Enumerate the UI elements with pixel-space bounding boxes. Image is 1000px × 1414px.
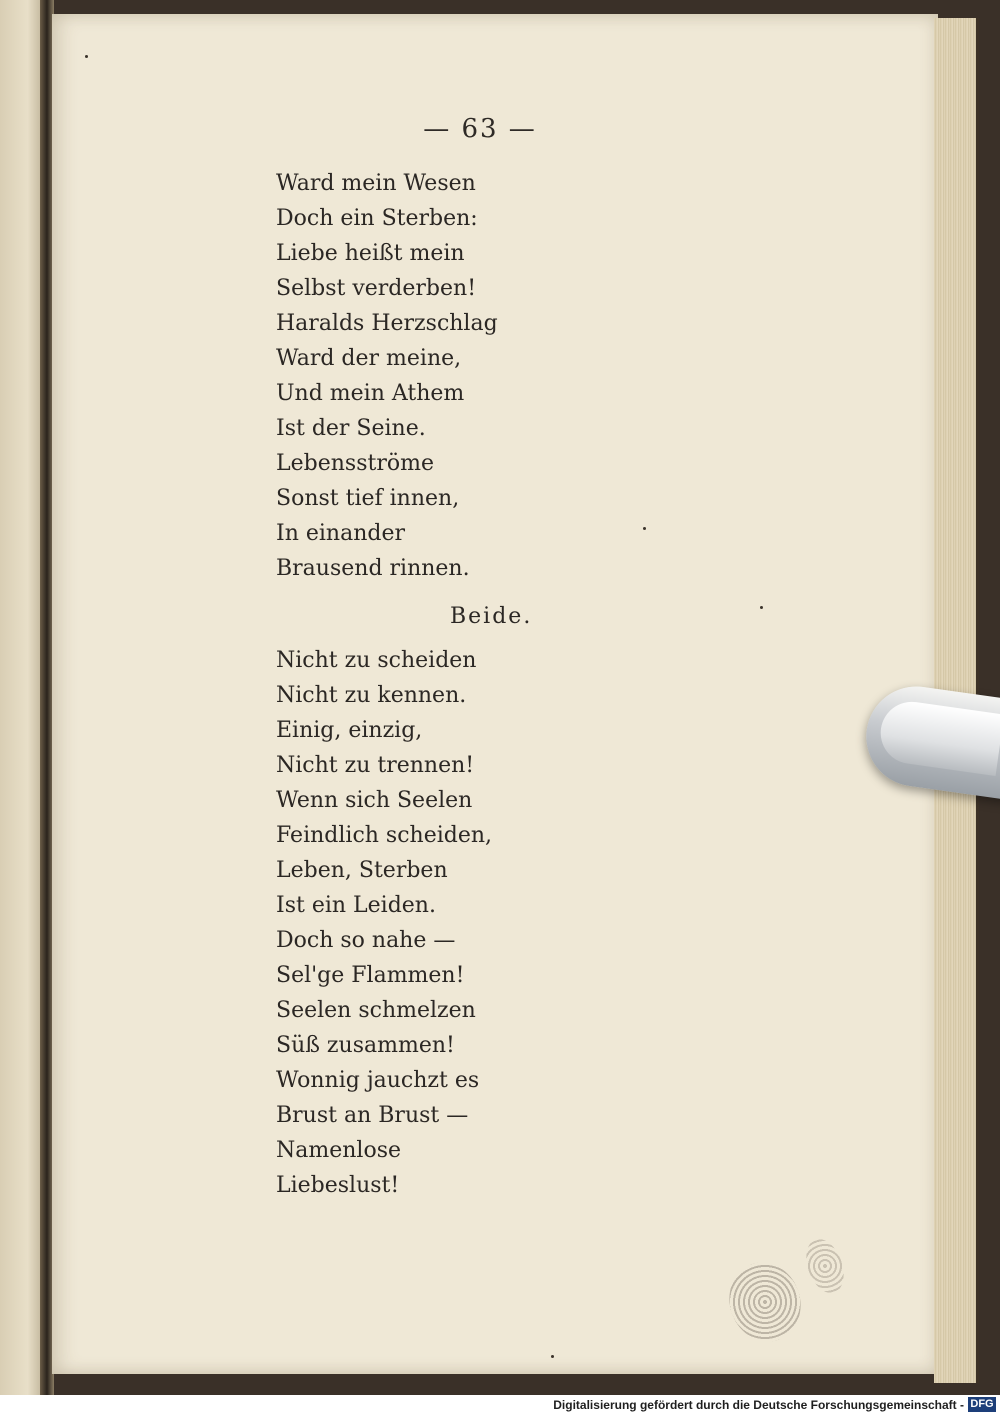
verse-line: Leben, Sterben: [276, 858, 448, 883]
verse-line: Lebensströme: [276, 451, 434, 476]
verse-line: Haralds Herzschlag: [276, 311, 498, 336]
dfg-logo: DFG: [968, 1397, 996, 1412]
verse-line: Wenn sich Seelen: [276, 788, 473, 813]
verse-line: Süß zusammen!: [276, 1033, 455, 1058]
paper-speck: [643, 527, 646, 530]
verse-line: Selbst verderben!: [276, 276, 477, 301]
verse-line: Liebeslust!: [276, 1173, 400, 1198]
verse-line: In einander: [276, 521, 405, 546]
verse-line: Ward mein Wesen: [276, 171, 476, 196]
verse-line: Brausend rinnen.: [276, 556, 470, 581]
verse-line: Ist der Seine.: [276, 416, 426, 441]
verse-line: Brust an Brust —: [276, 1103, 469, 1128]
paper-speck: [551, 1355, 554, 1358]
verse-line: Ward der meine,: [276, 346, 462, 371]
paper-speck: [85, 55, 88, 58]
verse-line: Namenlose: [276, 1138, 402, 1163]
verse-line: Nicht zu trennen!: [276, 753, 475, 778]
page-clip-highlight: [877, 698, 1000, 776]
verse-line: Seelen schmelzen: [276, 998, 476, 1023]
verse-line: Liebe heißt mein: [276, 241, 465, 266]
funding-credit: Digitalisierung gefördert durch die Deutsche Forschungsgemeinschaft -: [553, 1398, 964, 1412]
speaker-heading: Beide.: [450, 604, 533, 629]
verse-line: Nicht zu kennen.: [276, 683, 467, 708]
verse-line: Doch so nahe —: [276, 928, 456, 953]
verse-line: Sonst tief innen,: [276, 486, 460, 511]
verse-line: Nicht zu scheiden: [276, 648, 477, 673]
verse-line: Einig, einzig,: [276, 718, 423, 743]
verse-line: Feindlich scheiden,: [276, 823, 493, 848]
verse-line: Doch ein Sterben:: [276, 206, 478, 231]
verse-line: Sel'ge Flammen!: [276, 963, 465, 988]
verse-line: Ist ein Leiden.: [276, 893, 436, 918]
paper-speck: [760, 606, 763, 609]
verse-line: Und mein Athem: [276, 381, 465, 406]
stanza-2: [276, 643, 536, 1203]
verse-line: Wonnig jauchzt es: [276, 1068, 480, 1093]
page-number: — 63 —: [423, 114, 537, 144]
stanza-1: [276, 166, 536, 586]
